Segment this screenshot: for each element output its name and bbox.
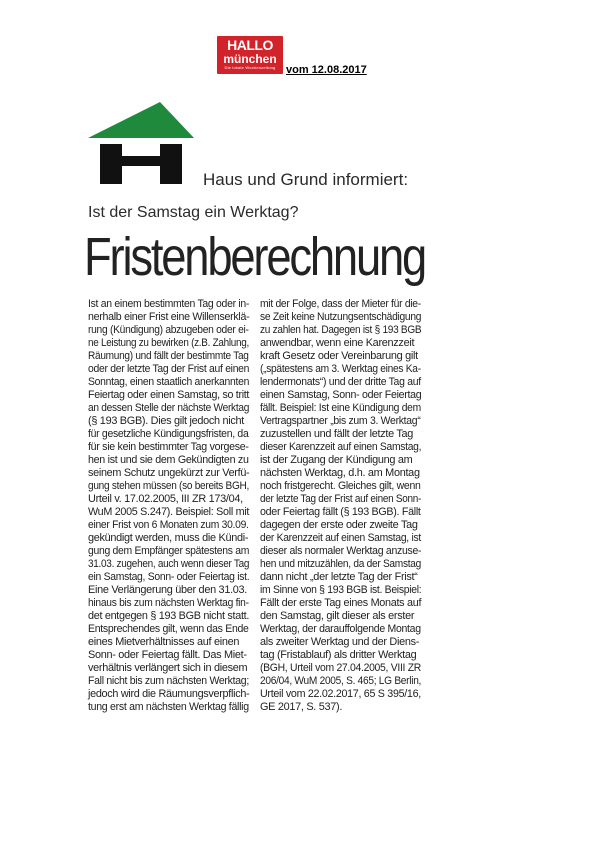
article-line: anwendbar, wenn eine Karenzzeit <box>260 337 415 349</box>
article-line: WuM 2005 S.247). Beispiel: Soll mit <box>88 506 250 518</box>
article-line: dieser als normaler Werktag anzuse- <box>260 545 422 557</box>
article-line: der Karenzzeit auf einen Samstag, ist <box>260 532 421 544</box>
article-line: im Sinne von § 193 BGB ist. Beispiel: <box>260 584 422 596</box>
article-line: einen Samstag, Sonn- oder Feiertag <box>260 389 422 401</box>
haus-und-grund-house-icon <box>88 102 210 184</box>
article-line: der letzte Tag der Frist auf einen Sonn- <box>260 493 422 505</box>
article-line: Feiertag oder einen Samstag, so tritt <box>88 389 250 401</box>
article-line: hen und mitzuzählen, da der Samstag <box>260 558 422 570</box>
article-line: ist der Zugang der Kündigung am <box>260 454 413 466</box>
article-line: dagegen der erste oder zweite Tag <box>260 519 418 531</box>
article-line: Fall nicht bis zum nächsten Werktag; <box>88 675 249 687</box>
article-line: seinem Schutz ungekürzt zur Verfü- <box>88 467 250 479</box>
article-line: ne Leistung zu bewirken (z.B. Zahlung, <box>88 337 249 349</box>
article-line: det entgegen § 193 BGB nicht statt. <box>88 610 250 622</box>
article-line: oder der letzte Tag der Frist auf einen <box>88 363 250 375</box>
article-line: mit der Folge, dass der Mieter für die- <box>260 298 421 310</box>
article-line: eines Mietverhältnisses auf einen <box>88 636 240 648</box>
article-line: tag (Fristablauf) als dritter Werktag <box>260 649 417 661</box>
article-line: verhältnis verlängert sich in diesem <box>88 662 248 674</box>
article-line: Räumung) und fällt der bestimmte Tag <box>88 350 249 362</box>
article-line: für sie kein bestimmter Tag vorgese- <box>88 441 249 453</box>
article-line: ein Samstag, Sonn- oder Feiertag ist. <box>88 571 250 583</box>
article-line: hinaus bis zum nächsten Werktag fin- <box>88 597 249 609</box>
article-line: Vertragspartner „bis zum 3. Werktag“ <box>260 415 421 427</box>
article-line: Sonn- oder Feiertag fällt. Das Miet- <box>88 649 247 661</box>
article-line: Fällt der erste Tag eines Monats auf <box>260 597 422 609</box>
article-line: Werktag, der darauffolgende Montag <box>260 623 421 635</box>
article-line: Urteil v. 17.02.2005, III ZR 173/04, <box>88 493 243 505</box>
article-line: nerhalb einer Frist eine Willenserklä- <box>88 311 250 323</box>
article-line: 206/04, WuM 2005, S. 465; LG Berlin, <box>260 675 422 687</box>
article-column-right <box>260 298 421 714</box>
article-line: gung dem Empfänger spätestens am <box>88 545 250 557</box>
article-line: nächsten Werktag, d.h. am Montag <box>260 467 420 479</box>
newspaper-logo-top: HALLO <box>227 37 273 53</box>
article-line: GE 2017, S. 537). <box>260 701 343 713</box>
subheadline: Ist der Samstag ein Werktag? <box>88 204 299 221</box>
article-line: dann nicht „der letzte Tag der Frist“ <box>260 571 418 583</box>
article-line: zuzustellen und fällt der letzte Tag <box>260 428 414 440</box>
article-line: an dessen Stelle der nächste Werktag <box>88 402 250 414</box>
kicker-text: Haus und Grund informiert: <box>203 170 409 189</box>
article-line: einer Frist von 6 Monaten zum 30.09. <box>88 519 249 531</box>
article-line: zu zahlen hat. Dagegen ist § 193 BGB <box>260 324 422 336</box>
article-line: gung stehen müssen (so bereits BGH, <box>88 480 250 492</box>
publication-date: vom 12.08.2017 <box>286 64 367 76</box>
headline: Fristenberechnung <box>84 227 426 287</box>
article-line: oder Feiertag fällt (§ 193 BGB). Fällt <box>260 506 421 518</box>
article-line: rung (Kündigung) abzugeben oder ei- <box>88 324 249 336</box>
article-line: den Samstag, gilt dieser als erster <box>260 610 415 622</box>
article-line: als zweiter Werktag und der Diens- <box>260 636 420 648</box>
article-line: dieser Karenzzeit auf einen Samstag, <box>260 441 422 453</box>
article-line: (§ 193 BGB). Dies gilt jedoch nicht <box>88 415 244 427</box>
newspaper-logo <box>217 36 283 74</box>
article-line: fällt. Beispiel: Ist eine Kündigung dem <box>260 402 421 414</box>
article-line: noch fristgerecht. Gleiches gilt, wenn <box>260 480 421 492</box>
article-line: Entsprechendes gilt, wenn das Ende <box>88 623 249 635</box>
article-line: Eine Verlängerung über den 31.03. <box>88 584 248 596</box>
article-line: für gesetzliche Kündigungsfristen, da <box>88 428 249 440</box>
article-line: Sonntag, einen staatlich anerkannten <box>88 376 250 388</box>
article-line: jedoch wird die Räumungsverpflich- <box>88 688 250 700</box>
article-line: gekündigt werden, muss die Kündi- <box>88 532 249 544</box>
article-line: tung erst am nächsten Werktag fällig <box>88 701 249 713</box>
article-line: Urteil vom 22.02.2017, 65 S 395/16, <box>260 688 421 700</box>
article-line: se Zeit keine Nutzungsentschädigung <box>260 311 422 323</box>
newspaper-logo-tagline: Die lokale Wochenzeitung <box>224 65 276 70</box>
article-line: Ist an einem bestimmten Tag oder in- <box>88 298 250 310</box>
article-line: (BGH, Urteil vom 27.04.2005, VIII ZR <box>260 662 422 674</box>
article-line: 31.03. zugehen, auch wenn dieser Tag <box>88 558 250 570</box>
newspaper-logo-bottom: münchen <box>223 52 277 66</box>
house-roof-icon <box>88 102 194 138</box>
article-line: hen ist und sie dem Gekündigten zu <box>88 454 249 466</box>
article-line: („spätestens am 3. Werktag eines Ka- <box>260 363 421 375</box>
article-column-left <box>88 298 249 714</box>
article-line: lendermonats“) und der dritte Tag auf <box>260 376 421 388</box>
article-line: kraft Gesetz oder Vereinbarung gilt <box>260 350 418 362</box>
